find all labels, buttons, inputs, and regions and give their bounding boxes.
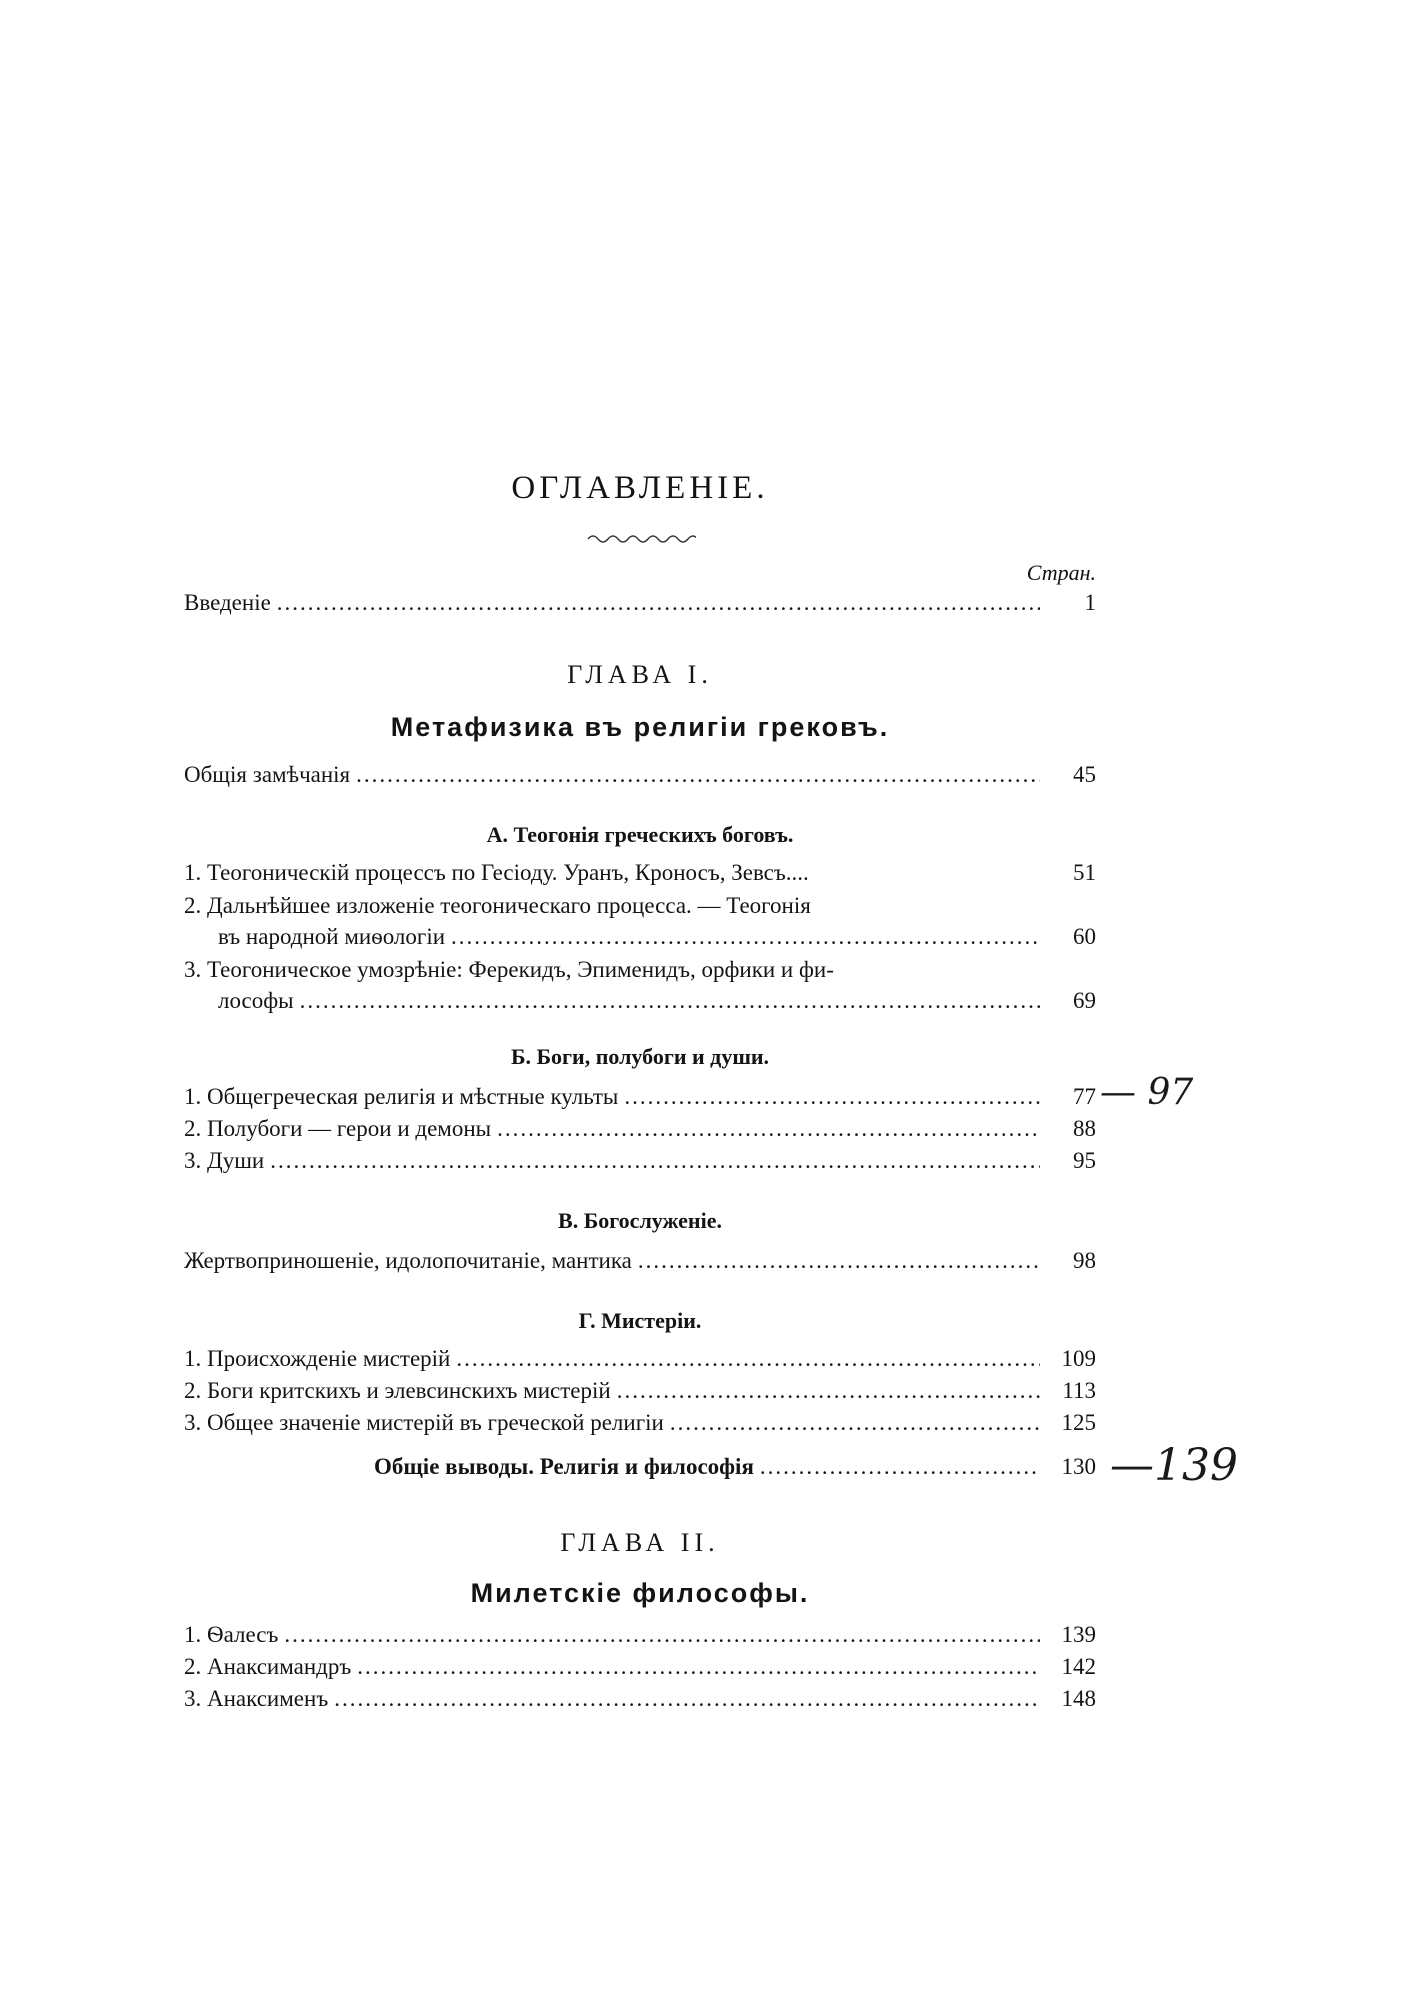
toc-entry[interactable] — [184, 1148, 1096, 1180]
leader-dots — [357, 1654, 1040, 1680]
leader-dots — [334, 1686, 1040, 1712]
entry-page: 51 — [1073, 860, 1096, 885]
entry-label: Жертвоприношеніе, идолопочитаніе, мантика — [184, 1248, 632, 1273]
entry-page: 60 — [1073, 924, 1096, 949]
entry-label: 1. Общегреческая религія и мѣстные культы — [184, 1084, 619, 1109]
entry-label: 3. Души — [184, 1148, 265, 1173]
toc-entry[interactable] — [184, 1378, 1096, 1410]
toc-entry-intro[interactable] — [184, 590, 1096, 622]
entry-label: 2. Анаксимандръ — [184, 1654, 352, 1679]
toc-entry[interactable] — [184, 1686, 1096, 1718]
entry-page: 130 — [1061, 1454, 1096, 1479]
entry-page: 45 — [1073, 762, 1096, 787]
page-title: ОГЛАВЛЕНІЕ. — [511, 470, 769, 506]
leader-dots — [451, 924, 1040, 950]
handwritten-note: —139 — [1110, 1440, 1238, 1491]
leader-dots — [760, 1454, 1040, 1480]
section-title: Г. Мистеріи. — [578, 1308, 702, 1333]
entry-page: 69 — [1073, 988, 1096, 1013]
leader-dots — [356, 762, 1040, 788]
entry-label: 2. Полубоги — герои и демоны — [184, 1116, 492, 1141]
entry-page: 142 — [1061, 1654, 1096, 1679]
entry-page: 139 — [1061, 1622, 1096, 1647]
page-column-label: Стран. — [1026, 560, 1096, 585]
ornament-divider — [586, 532, 696, 546]
toc-entry[interactable] — [184, 762, 1096, 794]
entry-line: 3. Теогоническое умозрѣніе: Ферекидъ, Эпименидъ, орфики и фи- — [184, 957, 834, 982]
leader-dots — [300, 988, 1040, 1014]
entry-page: 113 — [1062, 1378, 1096, 1403]
chapter-subtitle: Метафизика въ религіи грековъ. — [390, 712, 890, 742]
toc-entry[interactable] — [184, 1084, 1096, 1116]
leader-dots — [624, 1084, 1040, 1110]
entry-page: 88 — [1073, 1116, 1096, 1141]
entry-label: Общіе выводы. Религія и философія — [374, 1454, 754, 1479]
leader-dots — [670, 1410, 1040, 1436]
toc-entry[interactable] — [218, 924, 1096, 956]
entry-label: въ народной миѳологіи — [218, 924, 446, 949]
entry-label: Общія замѣчанія — [184, 762, 351, 787]
entry-page: 148 — [1061, 1686, 1096, 1711]
entry-line: 2. Дальнѣйшее изложеніе теогоническаго процесса. — Теогонія — [184, 893, 811, 918]
entry-label: Введеніе — [184, 590, 271, 615]
entry-label: 2. Боги критскихъ и элевсинскихъ мистерій — [184, 1378, 611, 1403]
entry-page: 1 — [1084, 590, 1096, 615]
toc-entry[interactable] — [184, 1654, 1096, 1686]
entry-label: 1. Происхожденіе мистерій — [184, 1346, 451, 1371]
leader-dots — [456, 1346, 1040, 1372]
handwritten-note: — 97 — [1100, 1072, 1194, 1113]
leader-dots — [284, 1622, 1040, 1648]
entry-page: 125 — [1061, 1410, 1096, 1435]
entry-page: 95 — [1073, 1148, 1096, 1173]
leader-dots — [497, 1116, 1040, 1142]
entry-label: лософы — [218, 988, 294, 1013]
toc-entry[interactable] — [218, 988, 1096, 1020]
section-title: Б. Боги, полубоги и души. — [510, 1044, 770, 1069]
chapter-heading: ГЛАВА II. — [560, 1528, 720, 1557]
entry-label: 3. Анаксименъ — [184, 1686, 329, 1711]
toc-entry[interactable] — [184, 1622, 1096, 1654]
toc-entry[interactable] — [184, 1410, 1096, 1442]
toc-entry[interactable] — [184, 1248, 1096, 1280]
entry-page: 77 — [1073, 1084, 1096, 1109]
leader-dots — [277, 590, 1040, 616]
entry-page: 109 — [1061, 1346, 1096, 1371]
entry-page: 98 — [1073, 1248, 1096, 1273]
toc-entry[interactable] — [184, 1116, 1096, 1148]
entry-label: 3. Общее значеніе мистерій въ греческой религіи — [184, 1410, 664, 1435]
leader-dots — [617, 1378, 1040, 1404]
entry-label: 1. Теогоническій процессъ по Гесіоду. Уранъ, Кроносъ, Зевсъ.... — [184, 860, 809, 885]
leader-dots — [270, 1148, 1040, 1174]
entry-label: 1. Ѳалесъ — [184, 1622, 279, 1647]
leader-dots — [638, 1248, 1040, 1274]
chapter-subtitle: Милетскіе философы. — [470, 1578, 810, 1608]
section-title: В. Богослуженіе. — [558, 1208, 722, 1233]
section-title: А. Теогонія греческихъ боговъ. — [486, 822, 794, 847]
chapter-heading: ГЛАВА I. — [567, 660, 713, 689]
toc-entry[interactable] — [184, 1346, 1096, 1378]
toc-entry[interactable] — [184, 860, 1096, 892]
toc-entry-conclusion[interactable] — [374, 1454, 1096, 1486]
